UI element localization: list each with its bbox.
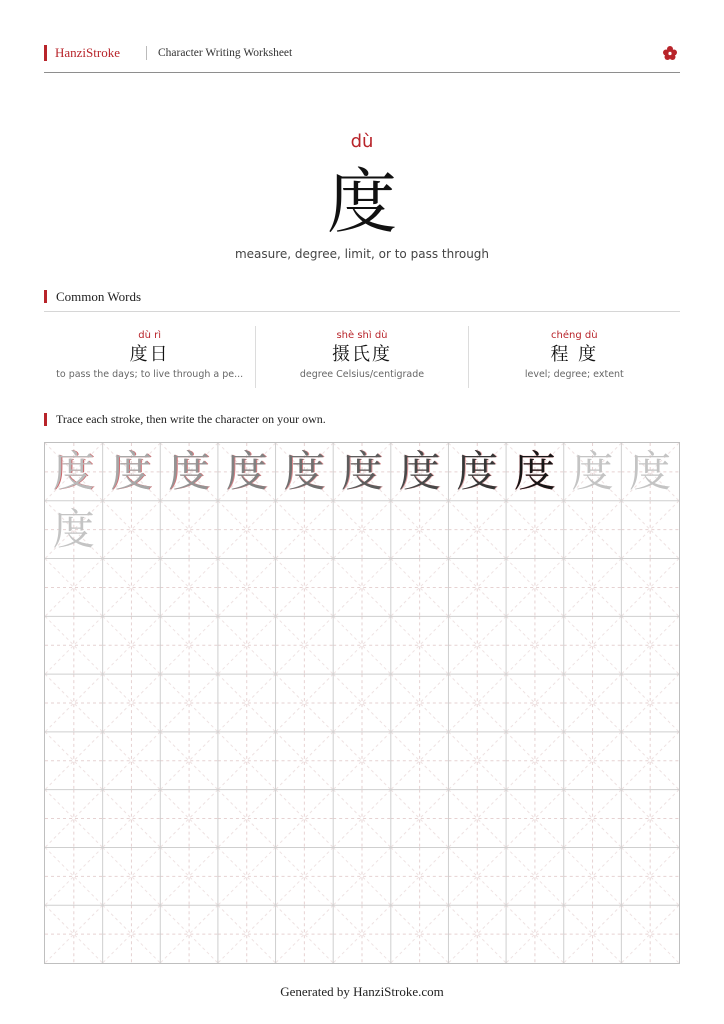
trace-character: 度 <box>52 504 95 554</box>
trace-character: 度 <box>398 447 441 496</box>
word-card <box>44 326 255 388</box>
worksheet-header <box>44 44 680 66</box>
word-hanzi: 摄氏度 <box>331 344 392 365</box>
header-divider <box>44 72 680 73</box>
word-definition: level; degree; extent <box>524 369 624 380</box>
trace-character: 度 <box>571 447 614 496</box>
character-meaning: measure, degree, limit, or to pass through <box>234 247 490 261</box>
word-pinyin: dù rì <box>138 330 162 341</box>
common-words-divider <box>44 311 680 312</box>
header-separator <box>146 46 147 60</box>
common-words-list <box>44 326 680 388</box>
section-accent-bar <box>44 290 47 303</box>
practice-grid[interactable] <box>44 442 680 964</box>
header-accent-bar <box>44 45 47 61</box>
word-hanzi: 度日 <box>129 344 170 365</box>
grid-lines <box>45 443 679 963</box>
common-words-title: Common Words <box>56 289 142 304</box>
brand-name: HanziStroke <box>55 45 120 60</box>
trace-character: 度 <box>513 447 556 496</box>
trace-character: 度 <box>52 447 95 496</box>
trace-character: 度 <box>340 447 383 496</box>
trace-character: 度 <box>283 447 326 496</box>
trace-character: 度 <box>110 447 153 496</box>
trace-character: 度 <box>225 447 268 496</box>
word-definition: to pass the days; to live through a pe... <box>56 369 244 380</box>
trace-character: 度 <box>456 447 499 496</box>
word-hanzi: 程 度 <box>550 344 599 365</box>
footer-credit: Generated by HanziStroke.com <box>280 984 444 999</box>
section-accent-bar <box>44 413 47 426</box>
main-character: 度 <box>327 161 397 243</box>
trace-character: 度 <box>629 447 672 496</box>
plum-blossom-icon <box>662 45 678 61</box>
character-pinyin: dù <box>350 131 374 152</box>
trace-character: 度 <box>168 447 211 496</box>
worksheet-subtitle: Character Writing Worksheet <box>158 47 293 59</box>
word-card <box>468 326 680 388</box>
word-pinyin: chéng dù <box>551 330 598 341</box>
practice-instruction: Trace each stroke, then write the character on your own. <box>56 412 326 426</box>
word-pinyin: shè shì dù <box>336 330 388 341</box>
word-card <box>255 326 467 388</box>
word-definition: degree Celsius/centigrade <box>299 369 425 380</box>
